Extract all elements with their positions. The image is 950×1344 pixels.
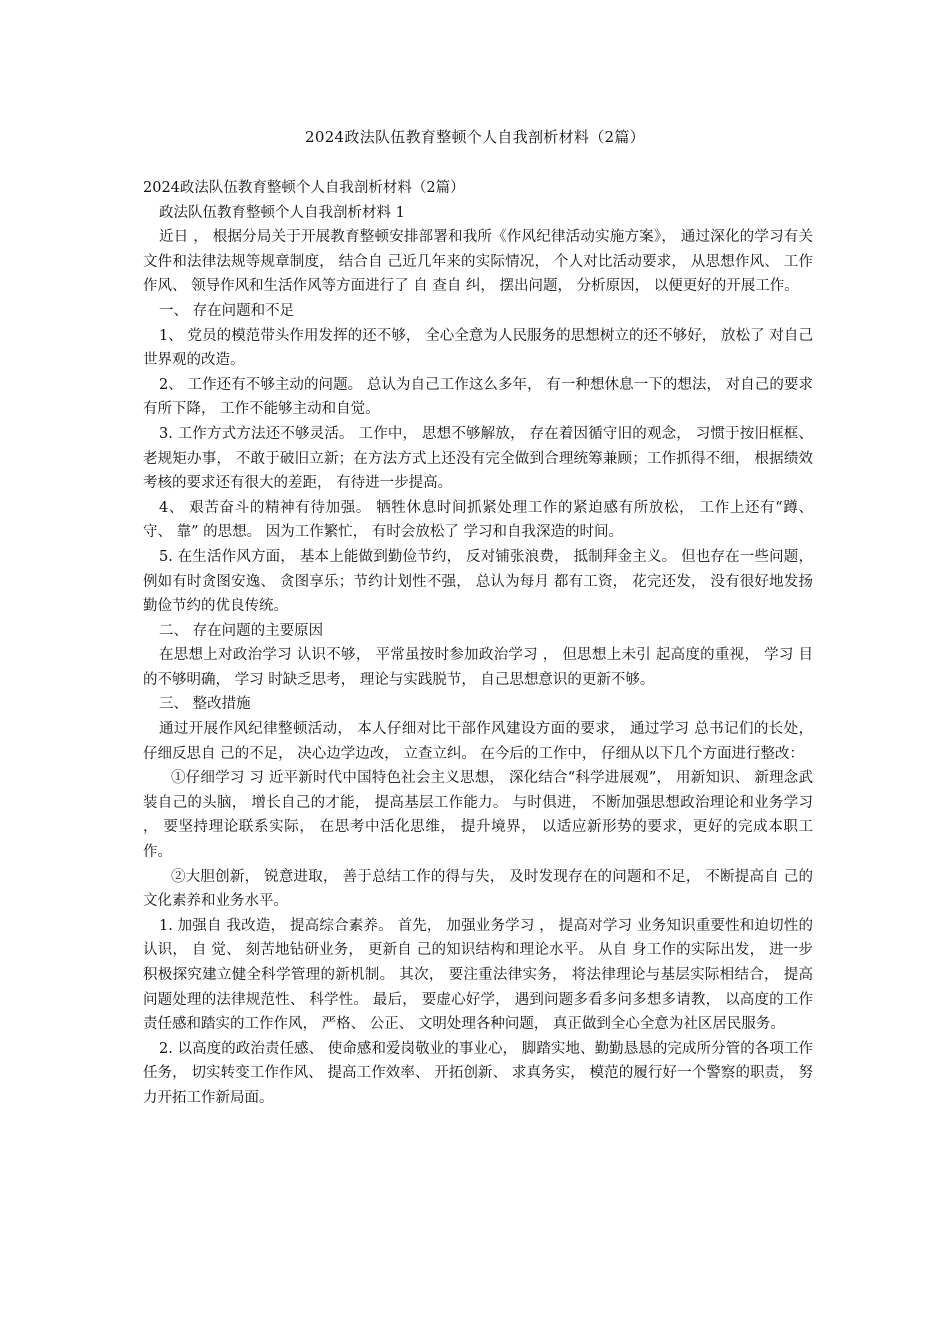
paragraph: 4、 艰苦奋斗的精神有待加强。 牺牲休息时间抓紧处理工作的紧迫感有所放松， 工作上还有“蹲、 守、 靠” 的思想。 因为工作繁忙， 有时会放松了 学习和自我深造的时间。 — [143, 499, 813, 541]
paragraph: 通过开展作风纪律整顿活动， 本人仔细对比干部作风建设方面的要求， 通过学习 总书记们的长处， 仔细反思自 己的不足， 决心边学边改， 立查立纠。 在今后的工作中， 仔细从以下几个方面进行整改： — [143, 721, 813, 762]
paragraph: 2、 工作还有不够主动的问题。 总认为自己工作这么多年， 有一种想休息一下的想法， 对自己的要求有所下降， 工作不能够主动和自觉。 — [143, 376, 813, 418]
paragraph: 政法队伍教育整顿个人自我剖析材料 1 — [159, 204, 405, 221]
paragraph: ②大胆创新， 锐意进取， 善于总结工作的得与失， 及时发现存在的问题和不足， 不断提高自 己的文化素养和业务水平。 — [143, 868, 813, 910]
paragraph: 二、 存在问题的主要原因 — [159, 622, 324, 639]
paragraph: 一、 存在问题和不足 — [159, 302, 295, 319]
document-body — [143, 176, 813, 1111]
paragraph: 5. 在生活作风方面， 基本上能做到勤俭节约， 反对铺张浪费， 抵制拜金主义。 但也存在一些问题， 例如有时贪图安逸、 贪图享乐；节约计划性不强， 总认为每月 都有工资， 花完还发， 没有很好地发扬勤俭节约的优良传统。 — [143, 548, 813, 615]
paragraph: 1、 党员的模范带头作用发挥的还不够， 全心全意为人民服务的思想树立的还不够好， 放松了 对自己世界观的改造。 — [143, 327, 813, 369]
paragraph: 2024政法队伍教育整顿个人自我剖析材料（2篇） — [143, 180, 465, 196]
paragraph: 在思想上对政治学习 认识不够， 平常虽按时参加政治学习 ， 但思想上未引 起高度的重视， 学习 目 的不够明确， 学习 时缺乏思考， 理论与实践脱节， 自己思想意识的更新不够。 — [143, 647, 813, 688]
paragraph: 1. 加强自 我改造， 提高综合素养。 首先， 加强业务学习 ， 提高对学习 业务知识重要性和迫切性的认识， 自 觉、 刻苦地钻研业务， 更新自 己的知识结构和理论水平。 从自 身工作的实际出发， 进一步积极探究建立健全科学管理的新机制。 其次， 要注重法律实务， 将法律理论与基层实际相结合， 提高问题处理的法律规范性、 科学性。 最后， 要虚心好学， 遇到问题多看多问多想多请教， 以高度的工作责任感和踏实的工作作风， 严格、 公正、 文明处理各种问题， 真正做到全心全意为社区居民服务。 — [143, 917, 813, 1033]
paragraph: 三、 整改措施 — [159, 696, 251, 713]
paragraph: 3. 工作方式方法还不够灵活。 工作中， 思想不够解放， 存在着因循守旧的观念， 习惯于按旧框框、 老规矩办事， 不敢于破旧立新；在方法方式上还没有完全做到合理统筹兼顾；工作抓得不细， 根据绩效考核的要求还有很大的差距， 有待进一步提高。 — [143, 425, 813, 492]
paragraph: 近日 ， 根据分局关于开展教育整顿安排部署和我所《作风纪律活动实施方案》， 通过深化的学习有关文件和法律法规等规章制度， 结合自 己近几年来的实际情况， 个人对比活动要求， 从思想作风、 工作作风、 领导作风和生活作风等方面进行了 自 查自 纠， 摆出问题， 分析原因， 以便更好的开展工作。 — [143, 229, 813, 295]
paragraph: 2. 以高度的政治责任感、 使命感和爱岗敬业的事业心， 脚踏实地、勤勤恳恳的完成所分管的各项工作任务， 切实转变工作作风、 提高工作效率、 开拓创新、 求真务实， 模范的履行好一个警察的职责， 努力开拓工作新局面。 — [143, 1040, 813, 1106]
paragraph: ①仔细学习 习 近平新时代中国特色社会主义思想， 深化结合“科学进展观”， 用新知识、 新理念武装自己的头脑， 增长自己的才能， 提高基层工作能力。 与时俱进， 不断加强思想政治理论和业务学习 ， 要坚持理论联系实际， 在思考中活化思维， 提升境界， 以适应新形势的要求，更好的完成本职工作。 — [143, 770, 813, 861]
document-title: 2024政法队伍教育整顿个人自我剖析材料（2篇） — [305, 128, 645, 146]
